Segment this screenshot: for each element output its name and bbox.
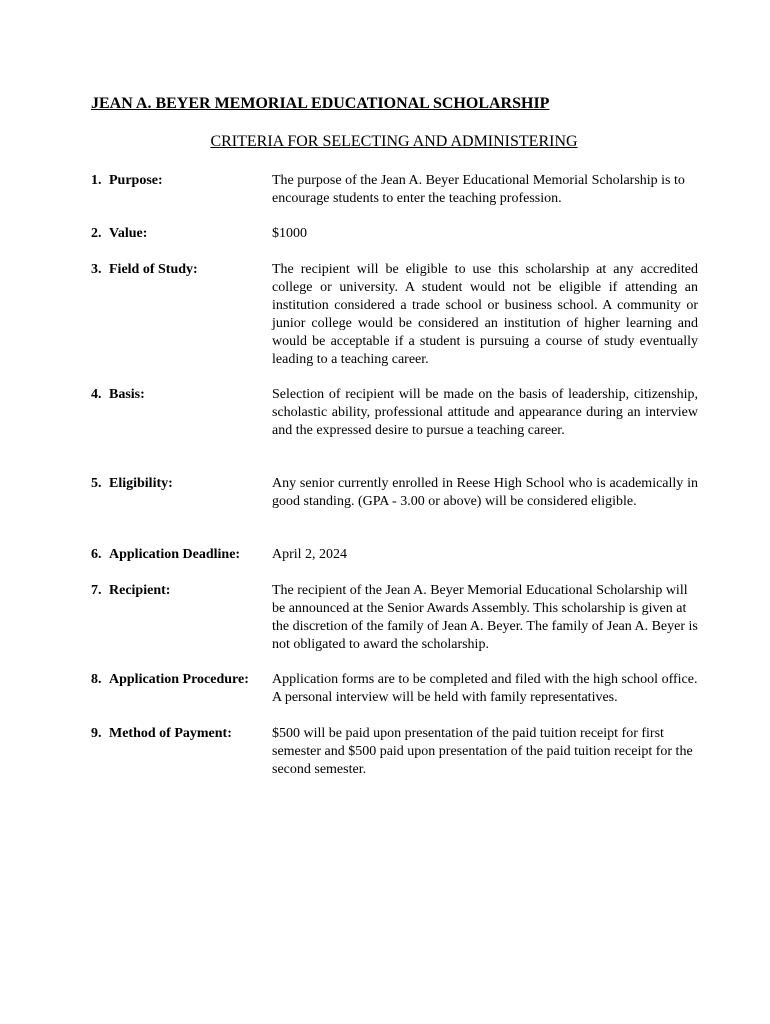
item-text: The purpose of the Jean A. Beyer Educational Memorial Scholarship is to encourage students to enter the teaching profession. [272,173,685,206]
item-label: Application Procedure: [109,672,249,687]
document-title: JEAN A. BEYER MEMORIAL EDUCATIONAL SCHOLARSHIP [91,95,550,112]
item-text: Any senior currently enrolled in Reese High School who is academically in good standing. (GPA - 3.00 or above) will be considered eligible. [272,476,698,509]
item-label: Field of Study: [109,262,198,277]
item-text: Selection of recipient will be made on the basis of leadership, citizenship, scholastic ability, professional attitude and appearance during an interview and the expressed desire to pursue a teaching career. [272,387,698,438]
item-text: April 2, 2024 [272,547,348,562]
item-text: $1000 [272,226,307,241]
item-number: 3. [91,262,102,277]
item-label: Recipient: [109,583,171,598]
item-label: Purpose: [109,173,163,188]
item-text: Application forms are to be completed and filed with the high school office. A personal interview will be held with family representatives. [272,672,698,705]
item-number: 2. [91,226,102,241]
item-number: 7. [91,583,102,598]
item-label: Application Deadline: [109,547,241,562]
item-label: Value: [109,226,148,241]
item-text: The recipient of the Jean A. Beyer Memorial Educational Scholarship will be announced at the Senior Awards Assembly. This scholarship is given at the discretion of the family of Jean A. Beyer. The family of Jean A. Beyer is not obligated to award the scholarship. [272,583,698,652]
item-label: Eligibility: [109,476,173,491]
item-number: 1. [91,173,102,188]
item-number: 8. [91,672,102,687]
item-number: 6. [91,547,102,562]
item-label: Basis: [109,387,145,402]
item-number: 4. [91,387,102,402]
item-text: $500 will be paid upon presentation of the paid tuition receipt for first semester and $500 paid upon presentation of the paid tuition receipt for the second semester. [272,726,693,777]
item-label: Method of Payment: [109,726,232,741]
item-number: 5. [91,476,102,491]
item-number: 9. [91,726,102,741]
document-subtitle: CRITERIA FOR SELECTING AND ADMINISTERING [210,133,578,150]
item-text: The recipient will be eligible to use this scholarship at any accredited college or university. A student would not be eligible if attending an institution considered a trade school or business school. A community or junior college would be considered an institution of higher learning and would be acceptable if a student is pursuing a course of study eventually leading to a teaching career. [272,262,698,367]
